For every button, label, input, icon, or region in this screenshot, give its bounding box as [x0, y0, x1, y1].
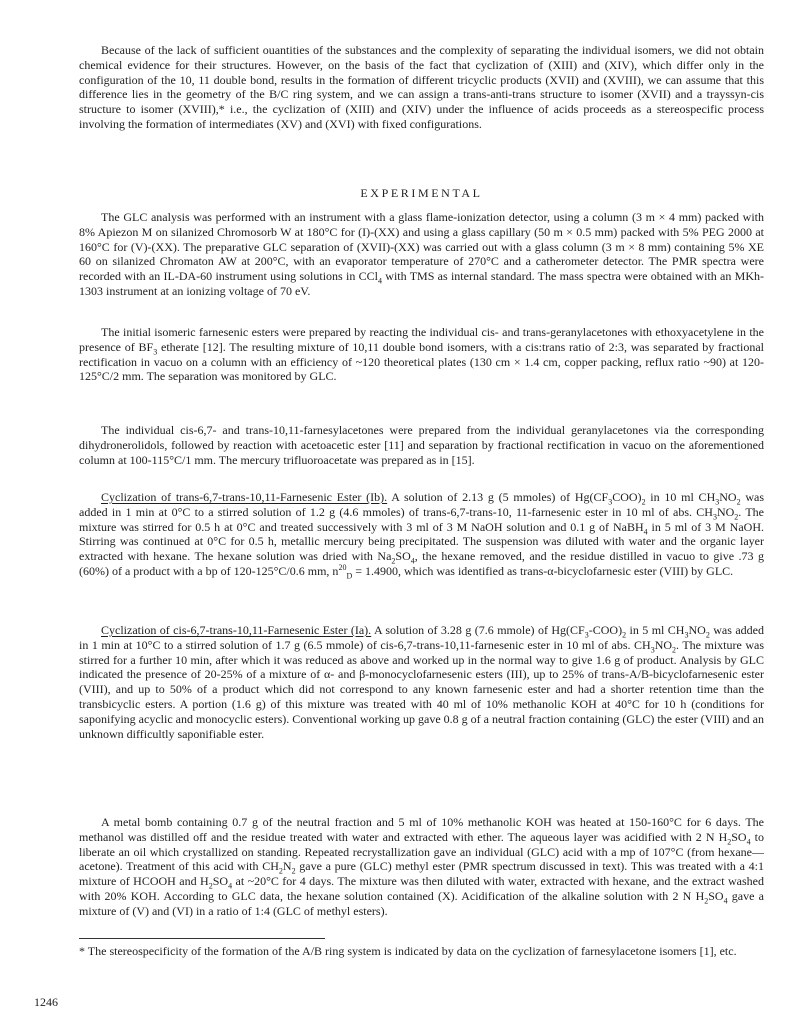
subscript: 4: [410, 556, 415, 566]
subscript: 2: [622, 630, 627, 640]
section-heading-experimental: EXPERIMENTAL: [360, 186, 483, 200]
text-run: . The mixture was stirred for 0.5 h at 0°C and treated successively with 3 ml of 3 M NaOH solution and 0.1 g of NaBH: [79, 504, 764, 534]
text-run: in 5 ml of 3 M NaOH. Stirring was continued at 0°C for 0.5 h, metallic mercury being precipitated. The suspension was diluted with water and the organic layer extracted with hexane. The hexane solution was dried with Na: [79, 519, 764, 564]
text-run: was added in 1 min at 0°C to a stirred solution of 1.2 g (4.6 mmoles) of trans-6,7-trans-10, 11-farnesenic ester in 10 ml of abs. CH: [79, 490, 764, 519]
subscript: 3: [608, 497, 613, 507]
paragraph-cyclization-trans: [79, 490, 764, 579]
footnote-divider: [79, 938, 325, 939]
subscript: 2: [391, 556, 396, 566]
text-run: -COO): [588, 623, 623, 637]
subscript: 2: [736, 497, 741, 507]
procedure-title: Cyclization of cis-6,7-trans-10,11-Farnesenic Ester (Ia).: [101, 623, 372, 637]
paragraph-metal-bomb: [79, 815, 764, 919]
text-run: NO: [654, 637, 673, 652]
text-run: etherate [12]. The resulting mixture of 10,11 double bond isomers, with a cis:trans ratio of 2:3, was separated by fractional rectification in vacuo on a column with an efficiency of ~120 theoretical plates (130 cm × 1.4 cm, copper packing, reflux ratio ~90) at 120-125°C/2 mm. The separation was monitored by GLC.: [79, 339, 764, 384]
superscript: 20: [338, 562, 347, 572]
subscript: 2: [705, 630, 710, 640]
text-run: NO: [719, 490, 737, 504]
text-run: A solution of 3.28 g (7.6 mmole) of Hg(CF: [371, 623, 585, 637]
footnote-text: * The stereospecificity of the formation of the A/B ring system is indicated by data on the cyclization of farnesylacetone isomers [1], etc.: [79, 944, 737, 958]
footnote: [79, 944, 764, 959]
subscript: 2: [672, 645, 677, 655]
text-run: . The mixture was stirred for a further 10 min, after which it was reduced as above and worked up in the normal way to give 1.6 g of product. Analysis by GLC indicated the presence of 20-25% of a mixture of α- and β-monocyclofarnesenic esters (III), up to 25% of trans-A/B-bicyclofarnesenic ester (VIII), and up to 50% of a product which did not correspond to any known farnesenic ester and had a shorter retention time than the transbicyclic esters. A portion (1.6 g) of this mixture was treated with 40 ml of 10% methanolic KOH at 40°C for 10 h (conditions for saponifying acyclic and monocyclic esters). Conventional working up gave 0.8 g of a neutral fraction containing (GLC) the ester (VIII) and an unknown difficultly saponifiable ester.: [79, 637, 764, 741]
paragraph-isomeric-esters: [79, 325, 764, 384]
subscript: 4: [378, 276, 382, 286]
text-run: SO: [212, 874, 229, 889]
text-run: to liberate an oil which crystallized on standing. Repeated recrystallization gave an individual (GLC) acid with a mp of 107°C (from hexane—acetone). Treatment of this acid with CH: [79, 829, 764, 874]
text-run: SO: [395, 549, 411, 564]
subscript: 2: [727, 837, 732, 847]
subscript: 3: [712, 512, 717, 522]
page-number: 1246: [34, 995, 58, 1009]
text-run: with TMS as internal standard. The mass spectra were obtained with an MKh-1303 instrument at an ionizing voltage of 70 eV.: [79, 269, 764, 298]
subscript: 3: [650, 645, 655, 655]
subscript: 4: [746, 837, 751, 847]
text-run: COO): [612, 490, 642, 504]
subscript: 4: [643, 526, 648, 536]
subscript: 4: [723, 896, 728, 906]
text-run: gave a mixture of (V) and (VI) in a ratio of 1:4 (GLC of methyl esters).: [79, 888, 764, 918]
subscript: D: [346, 571, 353, 581]
subscript: 3: [684, 630, 689, 640]
text-run: NO: [688, 623, 706, 637]
text-run: The initial isomeric farnesenic esters were prepared by reacting the individual cis- and trans-geranylacetones with ethoxyacetylene in the presence of BF: [79, 325, 764, 354]
paragraph-cyclization-cis: [79, 623, 764, 741]
text-run: NO: [716, 504, 735, 519]
subscript: 2: [704, 896, 709, 906]
text-run: N: [282, 859, 292, 874]
paragraph-farnesylacetones: The individual cis-6,7- and trans-10,11-farnesylacetones were prepared from the individual geranylacetones via the corresponding dihydronerolidols, followed by reaction with acetoacetic ester [11] and separation by fractional rectification in vacuo on the aforementioned column at 100-115°C/1 mm. The mercury trifluoroacetate was prepared as in [15].: [79, 423, 764, 467]
subscript: 3: [584, 630, 589, 640]
subscript: 2: [208, 881, 213, 891]
text-run: gave a pure (GLC) methyl ester (PMR spectrum discussed in text). This was treated with a 4:1 mixture of HCOOH and H: [79, 859, 764, 889]
text-run: SO: [731, 829, 747, 844]
subscript: 4: [228, 881, 233, 891]
text-run: A metal bomb containing 0.7 g of the neutral fraction and 5 ml of 10% methanolic KOH was heated at 150-160°C for 6 days. The methanol was distilled off and the residue treated with water and extracted with ether. The aqueous layer was acidified with 2 N H: [79, 815, 764, 844]
subscript: 2: [734, 512, 739, 522]
paragraph-glc-analysis: [79, 210, 764, 299]
text-run: in 5 ml CH: [626, 623, 685, 637]
text-run: SO: [708, 888, 724, 903]
text-run: , the hexane removed, and the residue distilled in vacuo to give .73 g (60%) of a product with a bp of 120-125°C/0.6 mm, n: [79, 549, 765, 578]
text-run: The GLC analysis was performed with an instrument with a glass flame-ionization detector, using a column (3 m × 4 mm) packed with 8% Apiezon M on silanized Chromosorb W at 180°C for (I)-(XX) and using a glass capillary (50 m × 0.5 mm) packed with 5% PEG 2000 at 160°C for (V)-(XX). The preparative GLC separation of (XVII)-(XX) was carried out with a glass column (3 m × 8 mm) containing 5% XE 60 on silanized Chromaton AW at 200°C, with an evaporator temperature of 270°C and a catherometer detector. The PMR spectra were recorded with an IL-DA-60 instrument using solutions in CCl: [79, 210, 764, 284]
procedure-title: Cyclization of trans-6,7-trans-10,11-Farnesenic Ester (Ib).: [101, 490, 388, 504]
text-run: A solution of 2.13 g (5 mmoles) of Hg(CF: [387, 490, 609, 504]
subscript: 3: [153, 347, 158, 357]
subscript: 2: [278, 866, 283, 876]
text-run: was added in 1 min at 10°C to a stirred solution of 1.7 g (6.5 mmole) of cis-6,7-trans-10,11-farnesenic ester in 10 ml of abs. CH: [79, 623, 764, 652]
subscript: 3: [715, 497, 720, 507]
text-run: at ~20°C for 4 days. The mixture was then diluted with water, extracted with hexane, and the extract washed with 20% KOH. According to GLC data, the hexane solution contained (X). Acidification of the alkaline solution with 2 N H: [79, 874, 765, 903]
subscript: 2: [641, 497, 646, 507]
subscript: 2: [291, 866, 296, 876]
text-run: = 1.4900, which was identified as trans-α-bicyclofarnesic ester (VIII) by GLC.: [352, 563, 734, 578]
intro-paragraph: Because of the lack of sufficient ouantities of the substances and the complexity of separating the individual isomers, we did not obtain chemical evidence for their structures. However, on the basis of the fact that cyclization of (XIII) and (XIV), which differ only in the configuration of the 10, 11 double bond, results in the formation of different tricyclic products (XVII) and (XVIII), we can assume that this difference lies in the geometry of the B/C ring system, and we can assign a trans-anti-trans structure to isomer (XVII) and a trayssyn-cis structure to isomer (XVIII),* i.e., the cyclization of (XIII) and (XIV) under the influence of acids proceeds as a stereospecific process involving the formation of intermediates (XV) and (XVI) with fixed configurations.: [79, 43, 764, 131]
text-run: in 10 ml CH: [645, 490, 716, 504]
